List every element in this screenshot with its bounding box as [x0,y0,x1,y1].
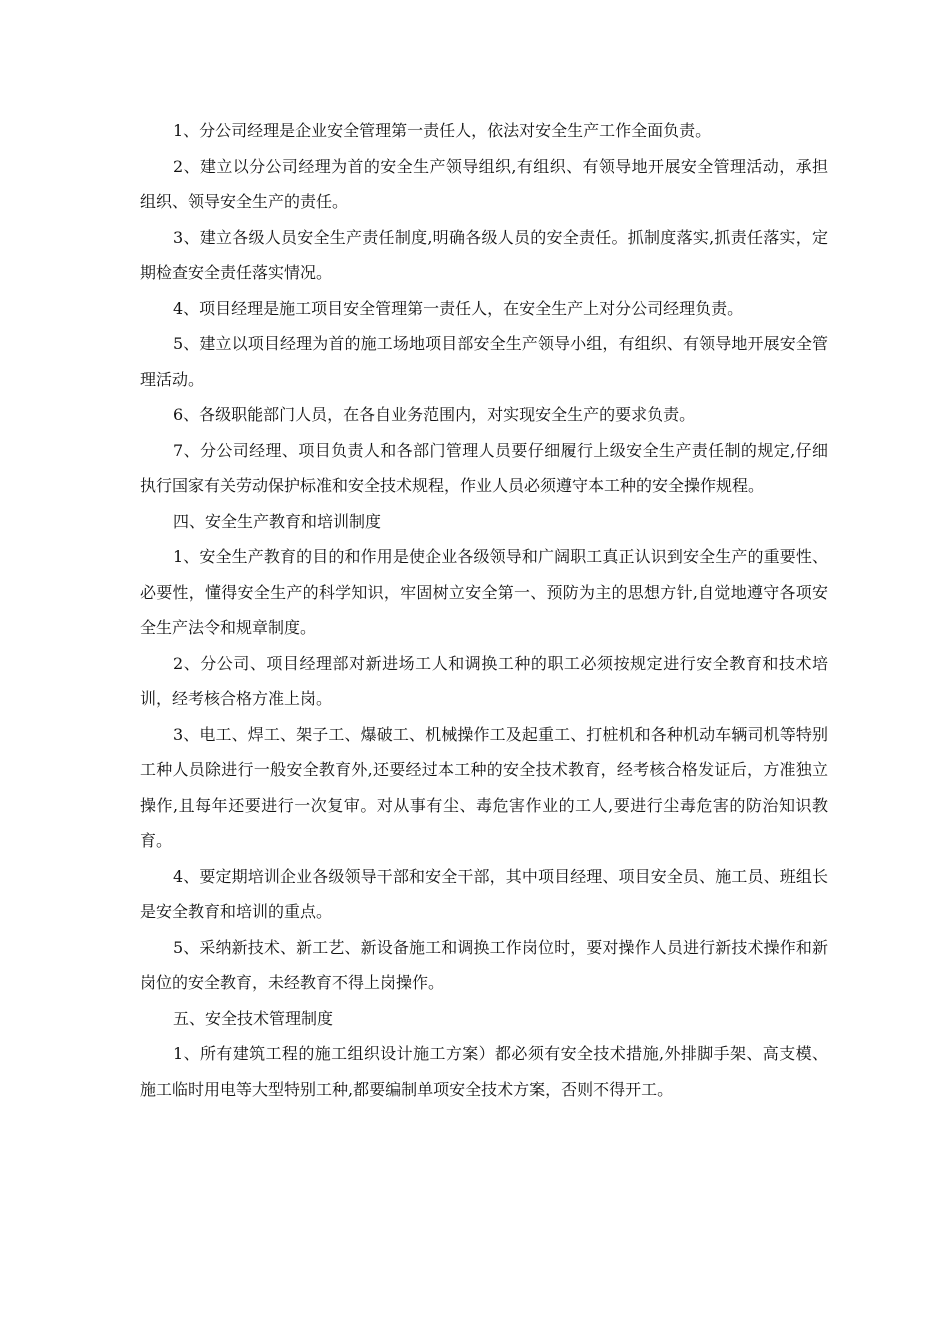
paragraph-education-5: 5、采纳新技术、新工艺、新设备施工和调换工作岗位时，要对操作人员进行新技术操作和新岗位的安全教育，未经教育不得上岗操作。 [140,937,828,992]
paragraph-education-2: 2、分公司、项目经理部对新进场工人和调换工种的职工必须按规定进行安全教育和技术培训，经考核合格方准上岗。 [140,653,828,708]
document-body [140,113,828,1107]
paragraph-tech-1: 1、所有建筑工程的施工组织设计施工方案）都必须有安全技术措施,外排脚手架、高支模、施工临时用电等大型特别工种,都要编制单项安全技术方案，否则不得开工。 [140,1044,828,1099]
paragraph-5: 5、建立以项目经理为首的施工场地项目部安全生产领导小组，有组织、有领导地开展安全管理活动。 [140,334,828,389]
paragraph-education-3: 3、电工、焊工、架子工、爆破工、机械操作工及起重工、打桩机和各种机动车辆司机等特别工种人员除进行一般安全教育外,还要经过本工种的安全技术教育，经考核合格发证后，方准独立操作,且每年还要进行一次复审。对从事有尘、毒危害作业的工人,要进行尘毒危害的防治知识教育。 [140,724,828,850]
paragraph-1: 1、分公司经理是企业安全管理第一责任人，依法对安全生产工作全面负责。 [173,121,712,140]
paragraph-3: 3、建立各级人员安全生产责任制度,明确各级人员的安全责任。抓制度落实,抓责任落实，定期检查安全责任落实情况。 [140,227,828,282]
section-heading-5: 五、安全技术管理制度 [173,1008,334,1028]
paragraph-2: 2、建立以分公司经理为首的安全生产领导组织,有组织、有领导地开展安全管理活动，承担组织、领导安全生产的责任。 [140,156,828,211]
paragraph-4: 4、项目经理是施工项目安全管理第一责任人，在安全生产上对分公司经理负责。 [173,298,744,318]
paragraph-6: 6、各级职能部门人员，在各自业务范围内，对实现安全生产的要求负责。 [173,405,696,424]
paragraph-education-1: 1、安全生产教育的目的和作用是使企业各级领导和广阔职工真正认识到安全生产的重要性、必要性，懂得安全生产的科学知识，牢固树立安全第一、预防为主的思想方针,自觉地遵守各项安全生产法令和规章制度。 [140,547,828,637]
section-heading-4: 四、安全生产教育和培训制度 [173,511,382,531]
paragraph-education-4: 4、要定期培训企业各级领导干部和安全干部，其中项目经理、项目安全员、施工员、班组长是安全教育和培训的重点。 [140,866,828,921]
paragraph-7: 7、分公司经理、项目负责人和各部门管理人员要仔细履行上级安全生产责任制的规定,仔细执行国家有关劳动保护标准和安全技术规程，作业人员必须遵守本工种的安全操作规程。 [140,440,828,495]
